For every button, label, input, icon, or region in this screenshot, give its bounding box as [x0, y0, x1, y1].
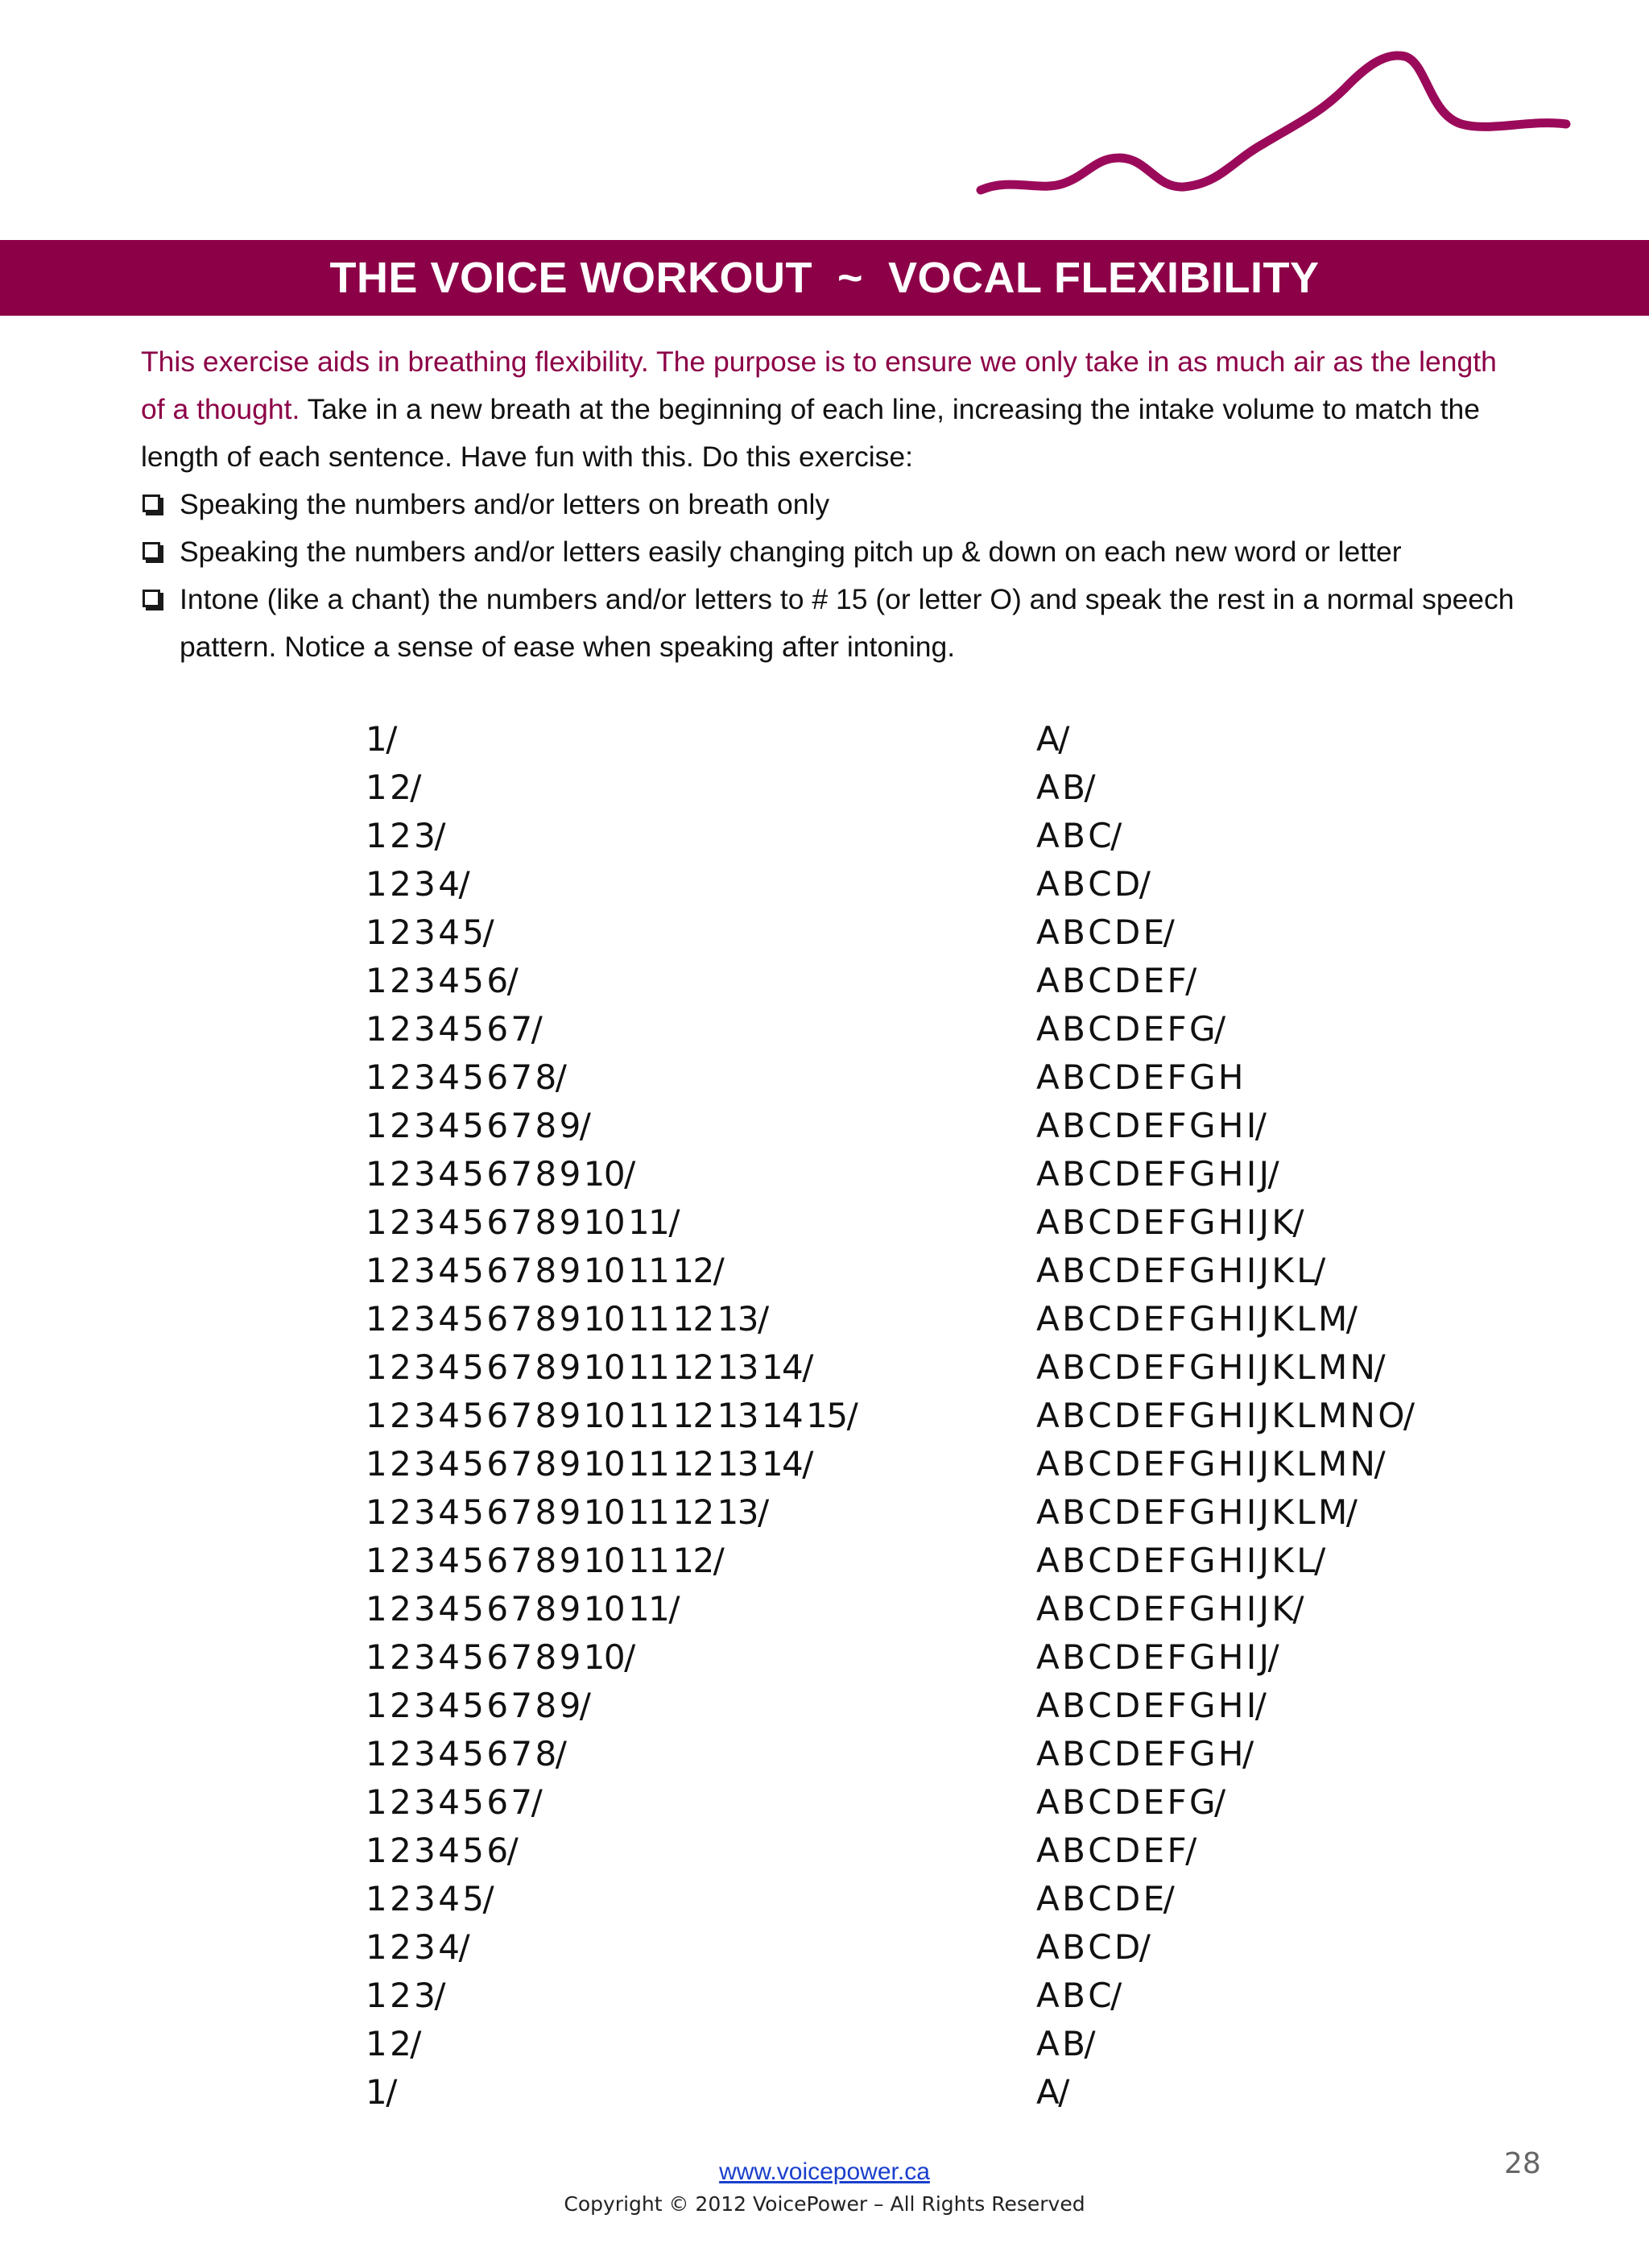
- letter-sequence-line: A B C D E F G H I J K L M/: [1036, 1492, 1357, 1532]
- number-sequence-line: 1 2 3 4 5 6 7 8/: [366, 1057, 566, 1097]
- number-sequence-line: 1 2 3 4 5 6 7 8 9/: [366, 1686, 590, 1725]
- letter-sequence-line: A B C D E F G H I J K/: [1036, 1589, 1304, 1629]
- letter-sequence-line: A B/: [1036, 768, 1095, 807]
- page-number: 28: [1504, 2147, 1541, 2180]
- number-sequence-line: 1 2/: [366, 768, 420, 807]
- letter-sequence-line: A B C D E/: [1036, 913, 1174, 952]
- website-link[interactable]: www.voicepower.ca: [719, 2158, 930, 2185]
- letter-sequence-line: A B C D E F G H I J K L M/: [1036, 1299, 1357, 1339]
- letter-sequence-line: A B C/: [1036, 1976, 1121, 2015]
- numbers-column: [366, 715, 857, 2117]
- decorative-wave-icon: [966, 40, 1578, 209]
- number-sequence-line: 1 2 3 4/: [366, 1927, 469, 1967]
- letter-sequence-line: A B C D E F/: [1036, 961, 1196, 1000]
- letter-sequence-line: A B C D E F G H I J K L/: [1036, 1541, 1325, 1580]
- number-sequence-line: 1 2 3 4 5 6 7 8 9/: [366, 1106, 590, 1145]
- letter-sequence-line: A B C D E F G H I J/: [1036, 1637, 1279, 1677]
- number-sequence-line: 1 2 3 4 5 6 7 8 9 10 11 12 13 14 15/: [366, 1396, 858, 1435]
- letter-sequence-line: A B C D E F G H I J K L/: [1036, 1251, 1325, 1290]
- list-item-text: Intone (like a chant) the numbers and/or letters to # 15 (or letter O) and speak the rest in a normal speech pattern. Notice a sense of ease when speaking after intoning.: [180, 583, 1515, 663]
- number-sequence-line: 1 2 3 4 5/: [366, 1879, 494, 1918]
- letter-sequence-line: A B C D E F/: [1036, 1831, 1196, 1870]
- number-sequence-line: 1 2 3 4 5/: [366, 913, 494, 952]
- exercise-list: [141, 481, 1526, 671]
- intro-section: [141, 338, 1526, 671]
- number-sequence-line: 1/: [366, 719, 396, 759]
- number-sequence-line: 1 2 3 4 5 6/: [366, 961, 518, 1000]
- letter-sequence-line: A B C D E F G H I/: [1036, 1106, 1266, 1145]
- letter-sequence-line: A B C D E F G/: [1036, 1782, 1225, 1822]
- letter-sequence-line: A B C/: [1036, 816, 1121, 855]
- letter-sequence-line: A B C D E F G/: [1036, 1009, 1225, 1049]
- checkbox-bullet-icon: [143, 590, 160, 607]
- letter-sequence-line: A/: [1036, 2072, 1068, 2112]
- number-sequence-line: 1 2 3 4 5 6/: [366, 1831, 518, 1870]
- number-sequence-line: 1 2 3 4 5 6 7 8 9 10 11/: [366, 1589, 680, 1629]
- number-sequence-line: 1 2 3 4 5 6 7 8 9 10 11 12/: [366, 1541, 724, 1580]
- letter-sequence-line: A B C D E F G H I/: [1036, 1686, 1266, 1725]
- letter-sequence-line: A B C D E F G H I J K L M N/: [1036, 1347, 1385, 1387]
- letter-sequence-line: A B C D E F G H I J K/: [1036, 1202, 1304, 1242]
- number-sequence-line: 1 2 3 4 5 6 7/: [366, 1782, 542, 1822]
- letter-sequence-line: A B C D/: [1036, 1927, 1150, 1967]
- letter-sequence-line: A B C D/: [1036, 864, 1150, 904]
- number-sequence-line: 1/: [366, 2072, 396, 2112]
- list-item: [141, 481, 1526, 528]
- number-sequence-line: 1 2 3 4 5 6 7 8 9 10 11 12 13 14/: [366, 1444, 812, 1484]
- number-sequence-line: 1 2 3 4 5 6 7 8 9 10 11 12 13/: [366, 1299, 768, 1339]
- letter-sequence-line: A B C D E F G H I J K L M N O/: [1036, 1396, 1414, 1435]
- number-sequence-line: 1 2 3 4 5 6 7 8/: [366, 1734, 566, 1773]
- number-sequence-line: 1 2 3/: [366, 816, 445, 855]
- number-sequence-line: 1 2/: [366, 2024, 420, 2063]
- number-sequence-line: 1 2 3 4 5 6 7 8 9 10/: [366, 1154, 634, 1194]
- number-sequence-line: 1 2 3 4 5 6 7 8 9 10 11/: [366, 1202, 680, 1242]
- number-sequence-line: 1 2 3 4 5 6 7 8 9 10/: [366, 1637, 634, 1677]
- intro-paragraph: [141, 338, 1526, 481]
- number-sequence-line: 1 2 3/: [366, 1976, 445, 2015]
- letter-sequence-line: A B C D E F G H I J/: [1036, 1154, 1279, 1194]
- copyright-text: Copyright © 2012 VoicePower – All Rights Reserved: [564, 2192, 1085, 2216]
- number-sequence-line: 1 2 3 4 5 6 7 8 9 10 11 12 13/: [366, 1492, 768, 1532]
- checkbox-bullet-icon: [143, 495, 160, 512]
- page-title: THE VOICE WORKOUT ~ VOCAL FLEXIBILITY: [329, 254, 1320, 302]
- list-item: [141, 528, 1526, 576]
- letter-sequence-line: A B C D E/: [1036, 1879, 1174, 1918]
- letters-column: [1036, 715, 1414, 2117]
- number-sequence-line: 1 2 3 4/: [366, 864, 469, 904]
- intro-body: Take in a new breath at the beginning of each line, increasing the intake volume to match the length of each sentence. Have fun with this. Do this exercise:: [141, 393, 1481, 473]
- letter-sequence-line: A B C D E F G H/: [1036, 1734, 1253, 1773]
- letter-sequence-line: A B/: [1036, 2024, 1095, 2063]
- title-banner: [0, 240, 1649, 316]
- list-item-text: Speaking the numbers and/or letters on breath only: [180, 488, 830, 520]
- letter-sequence-line: A/: [1036, 719, 1068, 759]
- intro-highlight: This exercise aids in breathing flexibility. The purpose is to ensure we only take in as much air as the length of a thought.: [141, 346, 1497, 425]
- number-sequence-line: 1 2 3 4 5 6 7 8 9 10 11 12/: [366, 1251, 724, 1290]
- letter-sequence-line: A B C D E F G H I J K L M N/: [1036, 1444, 1385, 1484]
- number-sequence-line: 1 2 3 4 5 6 7 8 9 10 11 12 13 14/: [366, 1347, 812, 1387]
- list-item-text: Speaking the numbers and/or letters easily changing pitch up & down on each new word or letter: [180, 536, 1402, 568]
- letter-sequence-line: A B C D E F G H: [1036, 1057, 1242, 1097]
- list-item: [141, 576, 1526, 671]
- number-sequence-line: 1 2 3 4 5 6 7/: [366, 1009, 542, 1049]
- checkbox-bullet-icon: [143, 542, 160, 560]
